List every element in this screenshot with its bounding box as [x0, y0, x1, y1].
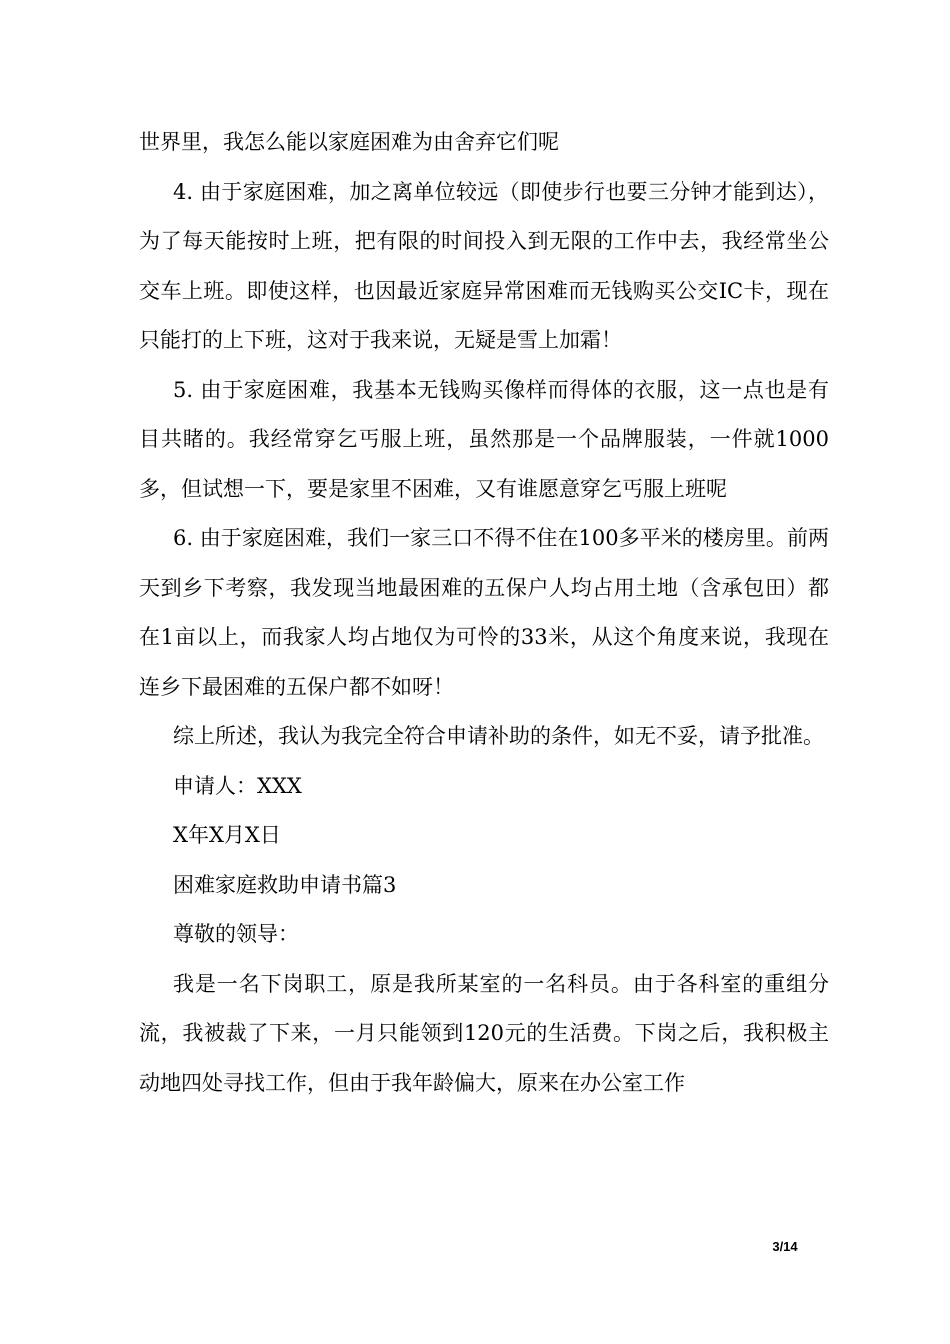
paragraph-intro: 我是一名下岗职工，原是我所某室的一名科员。由于各科室的重组分流，我被裁了下来，一月只能领到120元的生活费。下岗之后，我积极主动地四处寻找工作，但由于我年龄偏大，原来在办公室工作 [139, 971, 829, 1095]
date-line: X年X月X日 [173, 823, 281, 847]
page-number: 3/14 [772, 1239, 798, 1254]
paragraph-item-5: 5. 由于家庭困难，我基本无钱购买像样而得体的衣服，这一点也是有目共睹的。我经常穿乞丐服上班，虽然那是一个品牌服装，一件就1000多，但试想一下，要是家里不困难，又有谁愿意穿乞丐服上班呢 [139, 377, 829, 501]
salutation: 尊敬的领导： [173, 922, 299, 946]
paragraph-conclusion: 综上所述，我认为我完全符合申请补助的条件，如无不妥，请予批准。 [173, 724, 824, 748]
section-title: 困难家庭救助申请书篇3 [173, 872, 397, 897]
applicant-line: 申请人：XXX [173, 773, 302, 798]
paragraph-continuation: 世界里，我怎么能以家庭困难为由舍弃它们呢 [139, 130, 559, 154]
document-body [139, 118, 829, 1108]
paragraph-item-4: 4. 由于家庭困难，加之离单位较远（即使步行也要三分钟才能到达），为了每天能按时上班，把有限的时间投入到无限的工作中去，我经常坐公交车上班。即使这样，也因最近家庭异常困难而无钱购买公交IC卡，现在只能打的上下班，这对于我来说，无疑是雪上加霜！ [139, 179, 829, 352]
paragraph-item-6: 6. 由于家庭困难，我们一家三口不得不住在100多平米的楼房里。前两天到乡下考察，我发现当地最困难的五保户人均占用土地（含承包田）都在1亩以上，而我家人均占地仅为可怜的33米，从这个角度来说，我现在连乡下最困难的五保户都不如呀！ [139, 526, 829, 699]
